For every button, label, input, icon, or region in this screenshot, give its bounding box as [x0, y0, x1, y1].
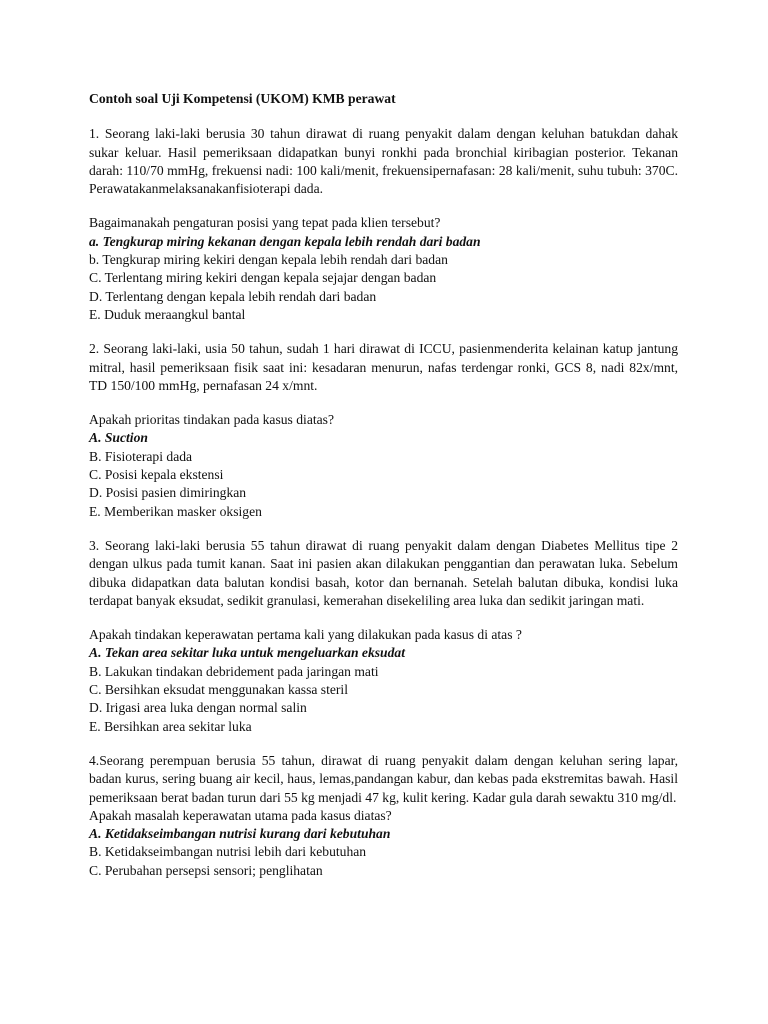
- question-2-option-c: C. Posisi kepala ekstensi: [89, 467, 224, 483]
- question-4-options: [89, 807, 678, 880]
- question-3-option-b: B. Lakukan tindakan debridement pada jaringan mati: [89, 663, 379, 679]
- question-1-option-d: D. Terlentang dengan kepala lebih rendah dari badan: [89, 288, 377, 304]
- document-page: [89, 90, 678, 880]
- question-4-option-a: A. Ketidakseimbangan nutrisi kurang dari kebutuhan: [89, 826, 391, 842]
- question-2-options: [89, 411, 678, 521]
- question-1-option-e: E. Duduk meraangkul bantal: [89, 306, 246, 322]
- question-2-option-b: B. Fisioterapi dada: [89, 448, 193, 464]
- question-3-option-e: E. Bersihkan area sekitar luka: [89, 718, 252, 734]
- question-3-option-c: C. Bersihkan eksudat menggunakan kassa steril: [89, 682, 348, 698]
- document-title: Contoh soal Uji Kompetensi (UKOM) KMB perawat: [89, 91, 396, 106]
- question-2-stem: 2. Seorang laki-laki, usia 50 tahun, sudah 1 hari dirawat di ICCU, pasienmenderita kelainan katup jantung mitral, hasil pemeriksaan fisik saat ini: kesadaran menurun, nafas terdengar ronki, GCS 8, nadi 82x/mnt, TD 150/100 mmHg, pernafasan 24 x/mnt.: [89, 341, 678, 393]
- question-3-stem: 3. Seorang laki-laki berusia 55 tahun dirawat di ruang penyakit dalam dengan Diabetes Mellitus tipe 2 dengan ulkus pada tumit kanan. Saat ini pasien akan dilakukan penggantian dan perawatan luka. Sebelum dibuka didapatkan data balutan kondisi basah, kotor dan bernanah. Setelah balutan dibuka, kondisi luka terdapat banyak eksudat, sedikit granulasi, kemerahan disekeliling area luka dan sedikit jaringan mati.: [89, 537, 678, 608]
- question-2-prompt: Apakah prioritas tindakan pada kasus diatas?: [89, 412, 334, 428]
- question-2-option-a: A. Suction: [89, 430, 148, 446]
- question-1-prompt: Bagaimanakah pengaturan posisi yang tepat pada klien tersebut?: [89, 215, 441, 231]
- question-1-option-a: a. Tengkurap miring kekanan dengan kepala lebih rendah dari badan: [89, 233, 481, 249]
- question-2-option-e: E. Memberikan masker oksigen: [89, 503, 262, 519]
- question-1-stem: 1. Seorang laki-laki berusia 30 tahun dirawat di ruang penyakit dalam dengan keluhan batukdan dahak sukar keluar. Hasil pemeriksaan didapatkan bunyi ronkhi pada bronchial kiribagian posterior. Tekanan darah: 110/70 mmHg, frekuensi nadi: 100 kali/menit, frekuensipernafasan: 28 kali/menit, suhu tubuh: 370C. Perawatakanmelaksanakanfisioterapi dada.: [89, 126, 678, 197]
- question-3-options: [89, 626, 678, 736]
- question-4-stem: 4.Seorang perempuan berusia 55 tahun, dirawat di ruang penyakit dalam dengan keluhan sering lapar, badan kurus, sering buang air kecil, haus, lemas,pandangan kabur, dan kebas pada ekstremitas bawah. Hasil pemeriksaan berat badan turun dari 55 kg menjadi 47 kg, kulit kering. Kadar gula darah sewaktu 310 mg/dl.: [89, 752, 678, 805]
- question-3-option-a: A. Tekan area sekitar luka untuk mengeluarkan eksudat: [89, 645, 405, 661]
- question-4-option-b: B. Ketidakseimbangan nutrisi lebih dari kebutuhan: [89, 844, 367, 860]
- question-3-option-d: D. Irigasi area luka dengan normal salin: [89, 700, 307, 716]
- question-3-prompt: Apakah tindakan keperawatan pertama kali yang dilakukan pada kasus di atas ?: [89, 627, 522, 643]
- question-1-option-c: C. Terlentang miring kekiri dengan kepala sejajar dengan badan: [89, 270, 437, 286]
- question-1-options: [89, 214, 678, 324]
- question-4-option-c: C. Perubahan persepsi sensori; penglihatan: [89, 862, 323, 878]
- question-1-option-b: b. Tengkurap miring kekiri dengan kepala lebih rendah dari badan: [89, 252, 448, 268]
- question-2-option-d: D. Posisi pasien dimiringkan: [89, 485, 247, 501]
- question-4-prompt: Apakah masalah keperawatan utama pada kasus diatas?: [89, 807, 392, 823]
